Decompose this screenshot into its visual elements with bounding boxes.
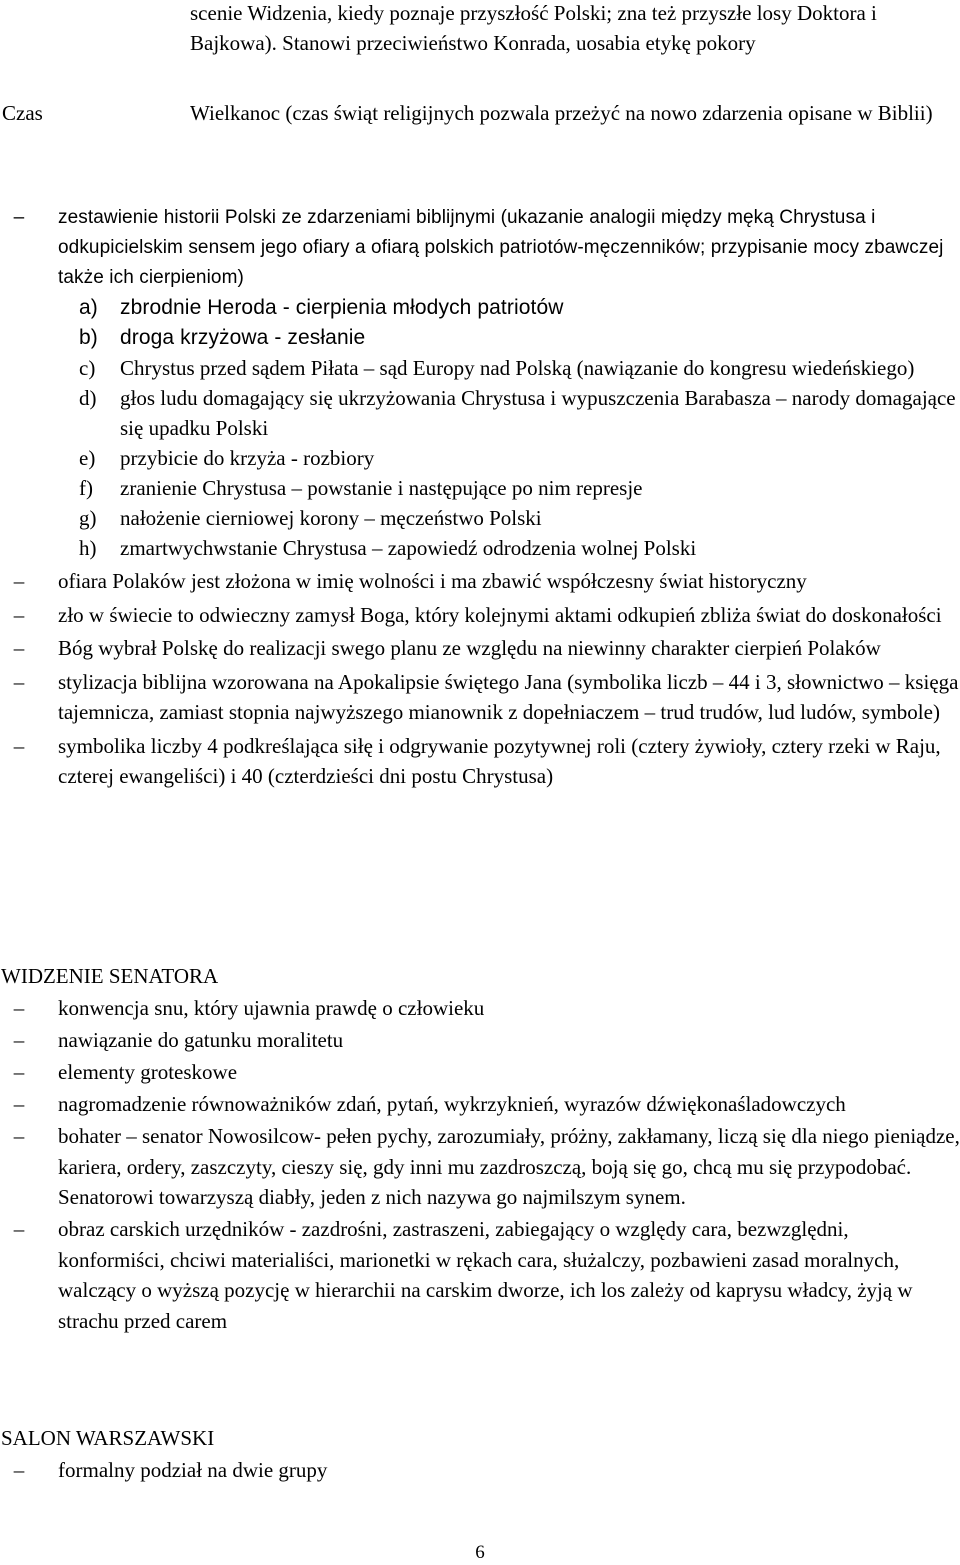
sub-list-item (0, 503, 960, 533)
dash-bullet: – (13, 602, 25, 627)
dash-bullet: – (13, 1060, 25, 1084)
list-item (0, 1121, 960, 1213)
table-cell-value: Wielkanoc (czas świąt religijnych pozwala przeżyć na nowo zdarzenia opisane w Biblii) (190, 101, 933, 125)
list-item-text: zło w świecie to odwieczny zamysł Boga, który kolejnymi aktami odkupień zbliża świat do doskonałości (58, 602, 942, 627)
list-item-text: obraz carskich urzędników - zazdrośni, zastraszeni, zabiegający o względy cara, bezwzględni, konformiści, chciwi materialiści, marionetki w rękach cara, służalczy, pozbawieni zasad moralnych, walczący o wyższą pozycję w hierarchii na carskim dworze, ich los zależy od kaprysu władcy, żyją w strachu przed carem (58, 1217, 913, 1333)
sub-list-item (0, 293, 960, 323)
sub-list-item (0, 353, 960, 383)
sub-list-item (0, 533, 960, 563)
sub-list-letter: a) (79, 296, 98, 319)
list-item (0, 633, 960, 664)
list-item (0, 1025, 960, 1056)
list-item-text: formalny podział na dwie grupy (58, 1458, 328, 1482)
sub-list-text: zmartwychwstanie Chrystusa – zapowiedź odrodzenia wolnej Polski (120, 536, 697, 560)
sub-list-text: zranienie Chrystusa – powstanie i następujące po nim represje (120, 476, 643, 500)
list-item (0, 1214, 960, 1336)
list-item-text: zestawienie historii Polski ze zdarzeniami biblijnymi (ukazanie analogii między męką Chrystusa i odkupicielskim sensem jego ofiary a ofiarą polskich patriotów-męczenników; przypisanie mocy zbawczej także ich cierpieniom) (58, 207, 944, 288)
dash-bullet: – (13, 1092, 25, 1116)
dash-bullet: – (13, 636, 25, 660)
dash-bullet: – (13, 996, 25, 1020)
list-item-text: Bóg wybrał Polskę do realizacji swego planu ze względu na niewinny charakter cierpień Polaków (58, 636, 881, 660)
list-item-text: nawiązanie do gatunku moralitetu (58, 1028, 344, 1052)
sub-list-item (0, 383, 960, 443)
dash-bullet: – (13, 569, 25, 593)
sub-list-serif (0, 353, 960, 563)
sub-list-item (0, 323, 960, 353)
list-item (0, 993, 960, 1024)
sub-list-item (0, 473, 960, 503)
sub-list-text: nałożenie cierniowej korony – męczeństwo Polski (120, 506, 542, 530)
list-item (0, 600, 960, 631)
sub-list-letter: f) (79, 476, 93, 500)
sub-list-letter: b) (79, 326, 98, 349)
list-item (0, 1057, 960, 1088)
list-item-text: bohater – senator Nowosilcow- pełen pychy, zarozumiały, próżny, zakłamany, liczą się dla niego pieniądze, kariera, ordery, zaszczyty, cieszy się, gdy inni mu zazdroszczą, boją się go, chcą mu się przypodobać. Senatorowi towarzyszą diabły, jeden z nich nazywa go najmilszym synem. (58, 1124, 960, 1209)
sub-list-text: zbrodnie Heroda - cierpienia młodych patriotów (120, 296, 564, 319)
table-cell-label: Czas (2, 101, 43, 125)
sub-list-text: Chrystus przed sądem Piłata – sąd Europy nad Polską (nawiązanie do kongresu wiedeńskiego) (120, 356, 915, 380)
section-heading: SALON WARSZAWSKI (1, 1426, 215, 1450)
list-item (0, 566, 960, 597)
sub-list-text: droga krzyżowa - zesłanie (120, 326, 366, 349)
section-analogies (0, 203, 960, 792)
list-item (0, 203, 960, 293)
table-cell-description: scenie Widzenia, kiedy poznaje przyszłość Polski; zna też przyszłe losy Doktora i Bajkowa). Stanowi przeciwieństwo Konrada, uosabia etykę pokory (190, 1, 877, 55)
dash-list (0, 566, 960, 792)
dash-list (0, 993, 960, 1336)
list-item-text: konwencja snu, który ujawnia prawdę o człowieku (58, 996, 485, 1020)
list-item (0, 1089, 960, 1120)
dash-bullet: – (13, 1028, 25, 1052)
sub-list-text: głos ludu domagający się ukrzyżowania Chrystusa i wypuszczenia Barabasza – narody domagające się upadku Polski (120, 386, 956, 440)
section-salon (0, 1423, 960, 1486)
list-item-text: ofiara Polaków jest złożona w imię wolności i ma zbawić współczesny świat historyczny (58, 569, 807, 593)
list-item-text: symbolika liczby 4 podkreślająca siłę i odgrywanie pozytywnej roli (cztery żywioły, cztery rzeki w Raju, czterej ewangeliści) i 40 (czterdzieści dni postu Chrystusa) (58, 733, 941, 788)
dash-bullet: – (13, 1217, 25, 1241)
sub-list-text: przybicie do krzyża - rozbiory (120, 446, 375, 470)
list-item (0, 667, 960, 728)
section-senator (0, 961, 960, 1336)
list-item (0, 731, 960, 792)
sub-list-letter: g) (79, 506, 97, 530)
list-item (0, 1455, 960, 1486)
sub-list-item (0, 443, 960, 473)
dash-bullet: – (13, 1458, 25, 1482)
list-item-text: elementy groteskowe (58, 1060, 238, 1084)
sub-list-letter: h) (79, 536, 97, 560)
sub-list-letter: e) (79, 446, 96, 470)
dash-bullet: – (13, 669, 25, 694)
list-item-text: nagromadzenie równoważników zdań, pytań, wykrzyknień, wyrazów dźwiękonaśladowczych (58, 1092, 846, 1116)
sub-list-letter: d) (79, 386, 97, 410)
section-heading: WIDZENIE SENATORA (1, 964, 219, 988)
sub-list (0, 293, 960, 353)
page-number: 6 (475, 1542, 485, 1563)
dash-bullet: – (13, 1124, 25, 1148)
dash-bullet: – (13, 733, 25, 758)
dash-bullet: – (13, 207, 25, 228)
dash-list (0, 1455, 960, 1486)
list-item-text: stylizacja biblijna wzorowana na Apokalipsie świętego Jana (symbolika liczb – 44 i 3, słownictwo – księga tajemnicza, zamiast stopnia najwyższego mianownik z dopełniaczem – trud trudów, lud ludów, symbole) (58, 669, 959, 724)
sub-list-letter: c) (79, 356, 96, 380)
